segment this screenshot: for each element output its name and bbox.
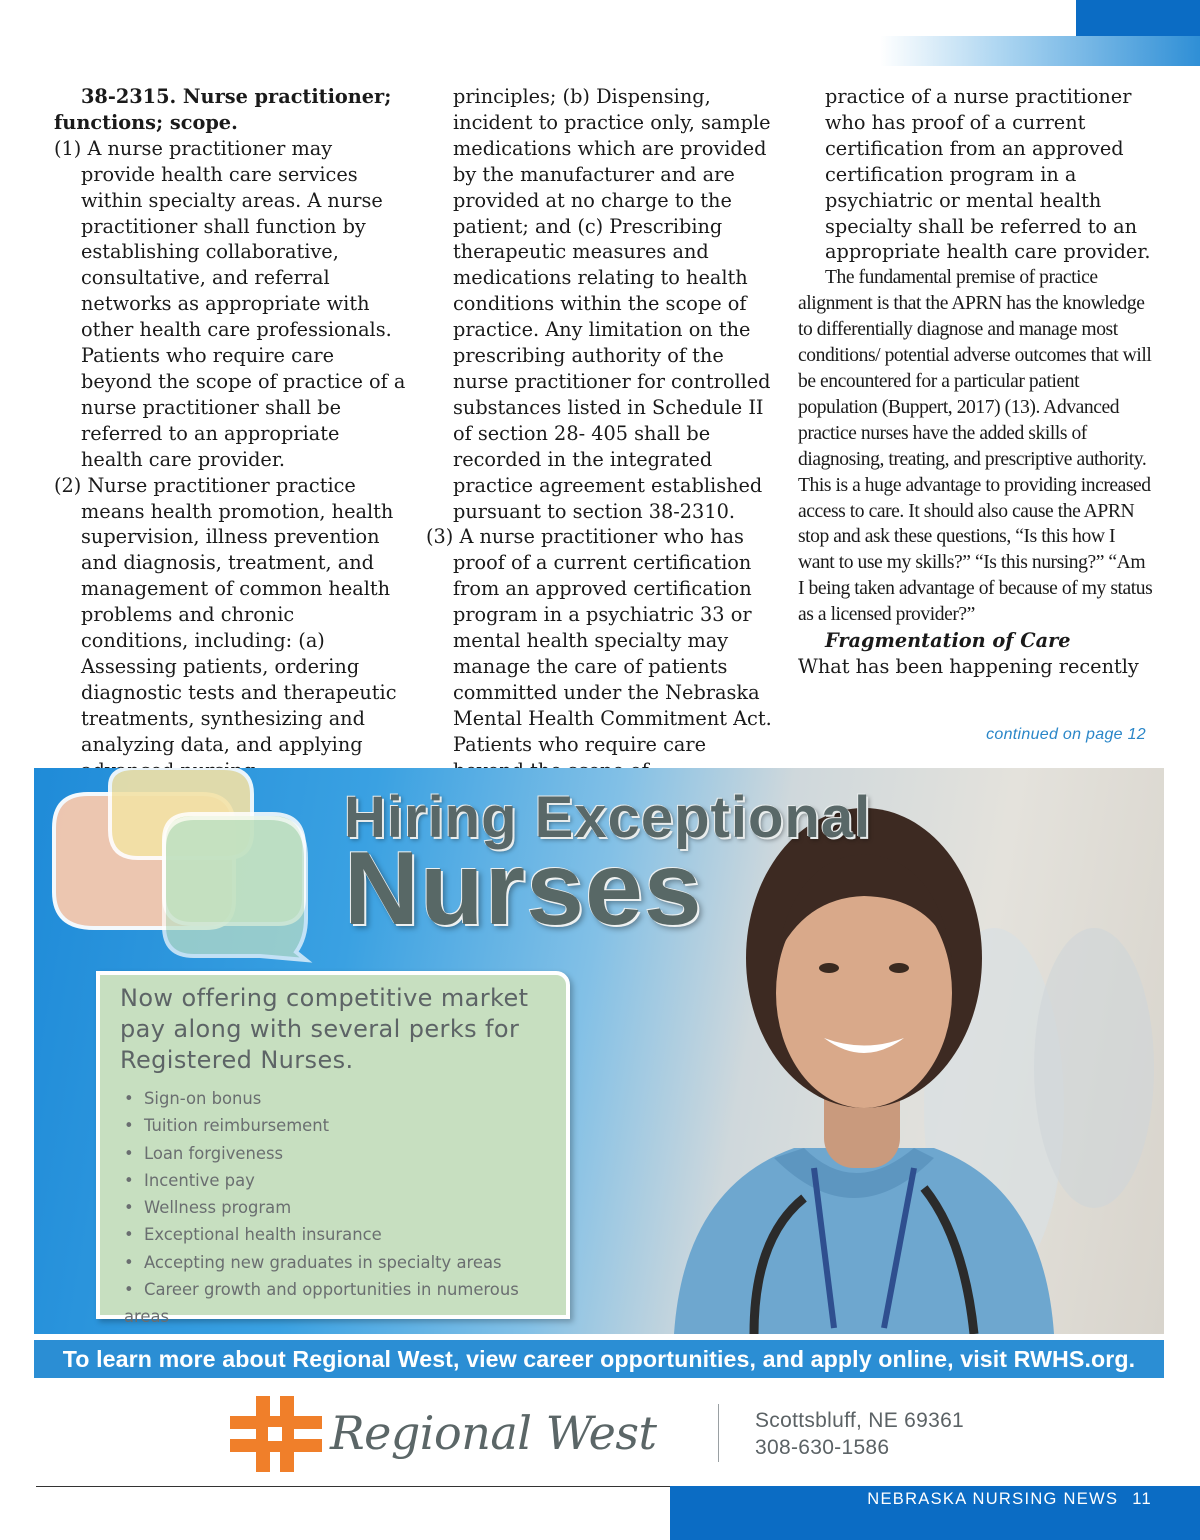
paragraph-3: (3) A nurse practitioner who has proof of a current certification from an approved certification program in a psychiatric 33 or mental health specialty may manage the care of patients committed under the Nebraska Mental Health Commitment Act. Patients who require care: [426, 525, 772, 756]
perk-item: • Wellness program: [124, 1194, 566, 1221]
perks-intro: Now offering competitive market pay along with several perks for Registered Nurses.: [120, 984, 529, 1074]
footer-text: [867, 1490, 1152, 1509]
perk-item: • Incentive pay: [124, 1167, 566, 1194]
subheading: Fragmentation of Care: [825, 629, 1071, 653]
footer-rule: [36, 1486, 670, 1487]
perks-list: [124, 1085, 566, 1331]
ad-title-line-1: Hiring Exceptional: [344, 785, 872, 850]
paragraph-2: (2) Nurse practitioner practice means health promotion, health supervision, illness prevention and diagnosis, treatment, and management of common health problems and chronic conditions, including: (a) Assessing patients, ordering diagnostic tests and therapeutic treatments, synthesizing and analyzing data, and applying: [54, 473, 397, 756]
perks-box: [96, 971, 570, 1327]
contact-phone[interactable]: 308-630-1586: [755, 1436, 890, 1459]
continued-link[interactable]: continued on page 12: [986, 726, 1146, 743]
perk-item: • Exceptional health insurance: [124, 1221, 566, 1248]
contact-info: [755, 1407, 964, 1461]
nurse-photo: [674, 808, 1154, 1334]
regional-west-logo-icon: [228, 1394, 324, 1474]
ad-title-line-2: Nurses: [344, 831, 703, 947]
decorative-bubbles: [54, 768, 306, 960]
paragraph-recent: What has been happening recently: [798, 654, 1139, 678]
perk-item: • Sign-on bonus: [124, 1085, 566, 1112]
article-column-3: [798, 84, 1154, 680]
apply-banner[interactable]: To learn more about Regional West, view career opportunities, and apply online, visit RWHS.org.: [34, 1340, 1164, 1378]
top-corner-tab: [1076, 0, 1200, 36]
perk-item: • Tuition reimbursement: [124, 1112, 566, 1139]
paragraph-premise: The fundamental premise of practice alignment is that the APRN has the knowledge to differentially diagnose and manage most conditions/ potential adverse outcomes that will be encountered for a particular patient population (Buppert, 2017) (13). Advanced practice nurses have the added skills of diagnosing, treating, and prescriptive authority. This is a huge advantage to providing increased access to care. It should also cause the APRN stop and ask these questions, “Is this how I want to use my skills?” “Is this nursing?” “Am I being taken advantage of because of my status as a licensed provider?”: [798, 267, 1153, 626]
perk-item: • Loan forgiveness: [124, 1140, 566, 1167]
article-column-1: [54, 84, 406, 783]
paragraph-1: (1) A nurse practitioner may provide health care services within specialty areas. A nurse practitioner shall function by establishing collaborative, consultative, and referral networks as appropriate with other health care professionals. Patients who require care beyond the scope of practice of a nurse practitioner shall be referred to an appropriate health care provider.: [54, 136, 406, 471]
page-number: 11: [1132, 1490, 1152, 1508]
logo-wordmark: Regional West: [330, 1406, 657, 1460]
article-column-2: [426, 84, 776, 783]
paragraph-continued: principles; (b) Dispensing, incident to practice only, sample medications which are provided by the manufacturer and are provided at no charge to the patient; and (c) Prescribing therapeutic measures and medications relating to health conditions within the scope of practice. Any limitation on the prescribing authority of the nurse practitioner for controlled substances listed in Schedule II of section 28- 405 shall be recorded in the integrated practice agreement established pursuant to section 38-2310.: [453, 85, 771, 523]
publication-name: NEBRASKA NURSING NEWS: [867, 1490, 1119, 1508]
section-heading: 38-2315. Nurse practitioner; functions; scope.: [54, 85, 392, 134]
perk-item: • Accepting new graduates in specialty areas: [124, 1249, 566, 1276]
recruitment-ad: [34, 768, 1164, 1334]
contact-city: Scottsbluff, NE 69361: [755, 1409, 965, 1432]
paragraph-continued-2: practice of a nurse practitioner who has proof of a current certification from an approved certification program in a psychiatric or mental health specialty shall be referred to an appropriate health care provider.: [825, 85, 1151, 264]
logo-divider: [718, 1404, 719, 1462]
perk-item: • Career growth and opportunities in numerous areas: [124, 1276, 566, 1331]
top-gradient-bar: [880, 36, 1200, 66]
